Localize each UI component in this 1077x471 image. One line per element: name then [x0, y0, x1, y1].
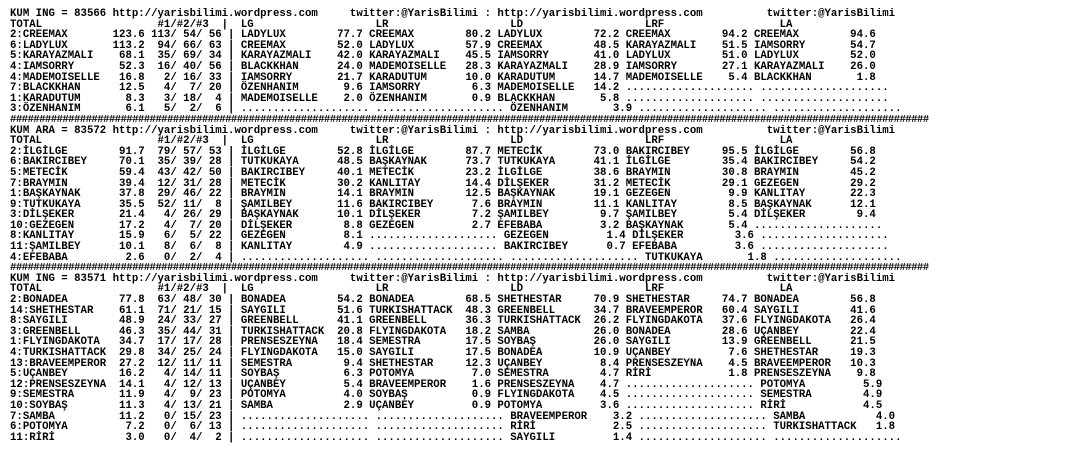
- result-row: 1:BAŞKAYNAK 37.8 29/ 46/ 22 | BRAYMIN 14.1 BRAYMIN 12.5 BAŞKAYNAK 19.1 GEZEGEN 9.9 KANLITAY 22.3: [10, 188, 876, 201]
- result-row: 5:UÇANBEY 16.2 4/ 14/ 11 | SOYBAŞ 6.3 POTOMYA 7.0 SEMESTRA 4.7 RİRİ 1.8 PRENSESZEYNA 9.8: [10, 368, 876, 381]
- result-row: 7:BLACKKHAN 12.5 4/ 7/ 20 | ÖZENHANIM 9.6 IAMSORRY 6.3 MADEMOISELLE 14.2 .................... ....................: [10, 82, 889, 95]
- section-header: KUM ARA = 83572 http://yarisbilimi.wordpress.com twitter:@YarisBilimi : http://yarisbilimi.wordpress.com twitter:@YarisBilimi: [10, 124, 896, 137]
- result-row: 9:TUTKUKAYA 35.5 52/ 11/ 8 | ŞAMILBEY 11.6 BAKIRCIBEY 7.6 BRAYMIN 11.1 KANLITAY 8.5 BAŞKAYNAK 12.1: [10, 198, 876, 211]
- result-row: 9:SEMESTRA 11.9 4/ 9/ 23 | POTOMYA 4.0 SOYBAŞ 0.9 FLYINGDAKOTA 4.5 .................... SEMESTRA 4.9: [10, 389, 883, 402]
- section-header: KUM ING = 83566 http://yarisbilimi.wordpress.com twitter:@YarisBilimi : http://yarisbilimi.wordpress.com twitter:@YarisBilimi: [10, 8, 896, 20]
- column-header: TOTAL #1/#2/#3 | LG LR LD LRF LA: [10, 283, 793, 296]
- result-row: 7:BRAYMIN 39.4 12/ 31/ 28 | METECİK 30.2 KANLITAY 14.4 DİLŞEKER 31.2 METECİK 29.1 GEZEGEN 29.2: [10, 177, 876, 190]
- race-section: [10, 9, 1072, 115]
- result-row: 5:KARAYAZMALI 68.1 35/ 69/ 34 | KARAYAZMALI 42.0 KARAYAZMALI 45.5 IAMSORRY 41.0 LADYLUX 51.0 LADYLUX 52.0: [10, 50, 876, 63]
- result-row: 10:GEZEGEN 17.2 4/ 7/ 20 | DİLŞEKER 8.8 GEZEGEN 2.7 EFEBABA 3.2 BAŞKAYNAK 5.4 ....................: [10, 219, 883, 232]
- column-header: TOTAL #1/#2/#3 | LG LR LD LRF LA: [10, 135, 793, 148]
- result-row: 11:ŞAMILBEY 10.1 8/ 6/ 8 | KANLITAY 4.9 .................... BAKIRCIBEY 0.7 EFEBABA 3.6 ....................: [10, 241, 889, 254]
- column-header: TOTAL #1/#2/#3 | LG LR LD LRF LA: [10, 18, 793, 31]
- results-document: [10, 9, 1072, 443]
- result-row: 1:FLYINGDAKOTA 34.7 17/ 17/ 28 | PRENSESZEYNA 18.4 SEMESTRA 17.5 SOYBAŞ 26.0 SAYGILI 13.9 GREENBELL 21.5: [10, 336, 876, 349]
- result-row: 4:MADEMOISELLE 16.8 2/ 16/ 33 | IAMSORRY 21.7 KARADUTUM 10.0 KARADUTUM 14.7 MADEMOISELLE 5.4 BLACKKHAN 1.8: [10, 71, 876, 84]
- result-row: 6:LADYLUX 113.2 94/ 66/ 63 | CREEMAX 52.0 LADYLUX 57.9 CREEMAX 48.5 KARAYAZMALI 51.5 IAMSORRY 54.7: [10, 39, 876, 52]
- result-row: 7:SAMBA 11.2 0/ 15/ 23 | .................... .................... BRAVEEMPEROR 3.2 .................... SAMBA 4.0: [10, 410, 896, 423]
- race-section: [10, 274, 1072, 444]
- result-row: 5:METECİK 59.4 43/ 42/ 50 | BAKIRCIBEY 40.1 METECİK 23.2 İLGİLGE 38.6 BRAYMIN 30.8 BRAYMIN 45.2: [10, 166, 876, 179]
- result-row: 6:POTOMYA 7.2 0/ 6/ 13 | .................... .................... RİRİ 2.5 .................... TURKISHATTACK 1.8: [10, 421, 896, 434]
- result-row: 13:BRAVEEMPEROR 27.2 12/ 11/ 11 | SEMESTRA 9.4 SHETHESTAR 12.3 UÇANBEY 8.4 PRENSESZEYNA 4.5 BRAVEEMPEROR 10.3: [10, 357, 876, 370]
- hash-separator: ##############################################################################################################################################################: [10, 114, 929, 126]
- result-row: 2:İLGİLGE 91.7 79/ 57/ 53 | İLGİLGE 52.8 İLGİLGE 87.7 METECİK 73.0 BAKIRCIBEY 95.5 İLGİLGE 56.8: [10, 145, 876, 158]
- result-row: 14:SHETHESTAR 61.1 71/ 21/ 15 | SAYGILI 51.6 TURKISHATTACK 48.3 GREENBELL 34.7 BRAVEEMPEROR 60.4 SAYGILI 41.6: [10, 304, 876, 317]
- result-row: 2:CREEMAX 123.6 113/ 54/ 56 | LADYLUX 77.7 CREEMAX 80.2 LADYLUX 72.2 CREEMAX 94.2 CREEMAX 94.6: [10, 29, 876, 42]
- result-row: 3:GREENBELL 46.3 35/ 44/ 31 | TURKISHATTACK 20.8 FLYINGDAKOTA 18.2 SAMBA 26.0 BONADEA 28.6 UÇANBEY 22.4: [10, 325, 876, 338]
- result-row: 1:KARADUTUM 8.3 3/ 18/ 4 | MADEMOISELLE 2.0 ÖZENHANIM 0.9 BLACKKHAN 5.8 .................... ....................: [10, 92, 889, 105]
- result-row: 4:IAMSORRY 52.3 16/ 40/ 56 | BLACKKHAN 24.0 MADEMOISELLE 28.3 KARAYAZMALI 28.9 IAMSORRY 27.1 KARAYAZMALI 26.0: [10, 60, 876, 73]
- result-row: 2:BONADEA 77.8 63/ 48/ 30 | BONADEA 54.2 BONADEA 68.5 SHETHESTAR 70.9 SHETHESTAR 74.7 BONADEA 56.8: [10, 294, 876, 307]
- result-row: 11:RİRİ 3.0 0/ 4/ 2 | .................... .................... SAYGILI 1.4 .................... ....................: [10, 431, 902, 444]
- section-header: KUM ING = 83571 http://yarisbilimi.wordpress.com twitter:@YarisBilimi : http://yarisbilimi.wordpress.com twitter:@YarisBilimi: [10, 272, 896, 285]
- result-row: 8:SAYGILI 48.9 24/ 33/ 27 | GREENBELL 41.1 GREENBELL 36.3 TURKISHATTACK 26.2 FLYINGDAKOTA 37.6 FLYINGDAKOTA 26.4: [10, 315, 876, 328]
- result-row: 4:TURKISHATTACK 29.8 34/ 25/ 24 | FLYINGDAKOTA 15.0 SAYGILI 17.5 BONADEA 10.9 UÇANBEY 7.6 SHETHESTAR 19.3: [10, 347, 876, 359]
- result-row: 3:ÖZENHANIM 6.1 5/ 2/ 6 | .................... .................... ÖZENHANIM 3.9 .................... ....................: [10, 103, 902, 116]
- result-row: 8:KANLITAY 15.9 6/ 5/ 22 | GEZEGEN 8.1 .................... GEZEGEN 1.4 DİLŞEKER 3.6 ....................: [10, 230, 889, 243]
- result-row: 12:PRENSESZEYNA 14.1 4/ 12/ 13 | UÇANBEY 5.4 BRAVEEMPEROR 1.6 PRENSESZEYNA 4.7 .................... POTOMYA 5.9: [10, 378, 883, 391]
- result-row: 6:BAKIRCIBEY 70.1 35/ 39/ 28 | TUTKUKAYA 48.5 BAŞKAYNAK 73.7 TUTKUKAYA 41.1 İLGİLGE 35.4 BAKIRCIBEY 54.2: [10, 156, 876, 169]
- result-row: 3:DİLŞEKER 21.4 4/ 26/ 29 | BAŞKAYNAK 10.1 DİLŞEKER 7.2 ŞAMILBEY 9.7 ŞAMILBEY 5.4 DİLŞEKER 9.4: [10, 209, 876, 222]
- race-section: [10, 126, 1072, 264]
- hash-separator: ##############################################################################################################################################################: [10, 263, 929, 274]
- result-row: 4:EFEBABA 2.6 0/ 2/ 4 | .................... .................... .................... TUTKUKAYA 1.8 ....................: [10, 251, 902, 264]
- result-row: 10:SOYBAŞ 11.3 4/ 13/ 21 | SAMBA 2.9 UÇANBEY 0.9 POTOMYA 3.6 .................... RİRİ 4.5: [10, 399, 883, 412]
